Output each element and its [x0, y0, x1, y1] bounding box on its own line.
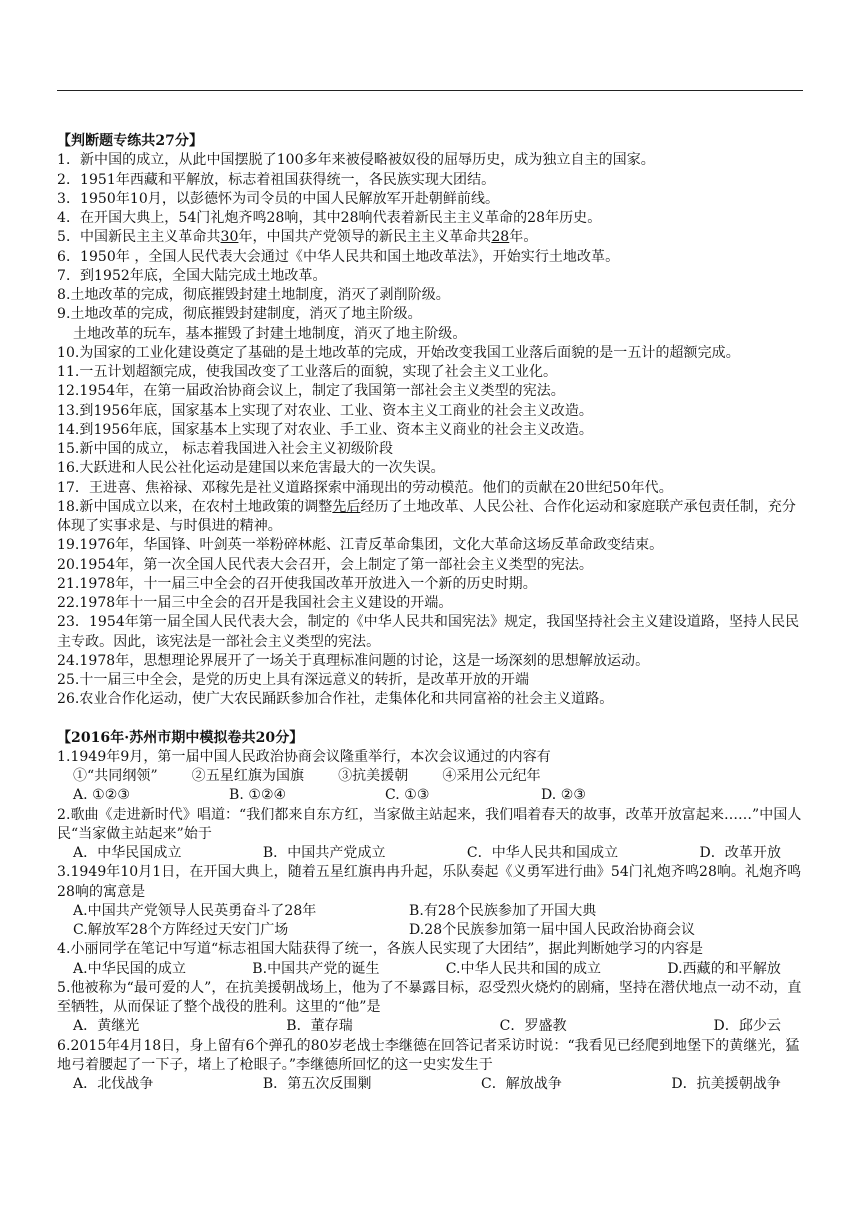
statement-23: 23．1954年第一届全国人民代表大会，制定的《中华人民共和国宪法》规定，我国坚持社会主义建设道路，坚持人民民主专政。因此，该宪法是一部社会主义类型的宪法。 [57, 614, 800, 650]
question-6-stem: 6.2015年4月18日，身上留有6个弹孔的80岁老战士李继德在回答记者采访时说：“我看见已经爬到地堡下的黄继光，猛地弓着腰起了一下子，堵上了枪眼子。”李继德所回忆的这一史实发生于 [57, 1037, 800, 1073]
option-b[interactable]: B．第五次反围剿 [262, 1076, 372, 1092]
statement-22: 22.1978年十一届三中全会的召开是我国社会主义建设的开端。 [57, 595, 453, 611]
question-4-stem: 4.小丽同学在笔记中写道“标志祖国大陆获得了统一，各族人民实现了大团结”，据此判断她学习的内容是 [57, 941, 704, 958]
question-2-stem: 2.歌曲《走进新时代》唱道：“我们都来自东方红，当家做主站起来，我们唱着春天的故事，改革开放富起来……”中国人民“当家做主站起来”始于 [57, 806, 802, 842]
question-1-items [57, 767, 805, 786]
option-a[interactable]: A.中国共产党领导人民英勇奋斗了28年 [73, 902, 317, 919]
statement-12: 12.1954年，在第一届政治协商会议上，制定了我国第一部社会主义类型的宪法。 [57, 383, 565, 400]
item: ④采用公元纪年 [442, 768, 541, 784]
statement-18-part: 经历了土地改革、人民公社、合作化运动和家庭联产承包责任制，充分体现了实事求是、与时俱进的精神。 [57, 498, 796, 534]
option-c[interactable]: C.中华人民共和国的成立 [445, 960, 602, 977]
statement-5-part: 5．中国新民主主义革命共 [57, 229, 221, 246]
option-d[interactable]: D.西藏的和平解放 [667, 960, 781, 977]
statement-15: 15.新中国的成立， 标志着我国进入社会主义初级阶段 [57, 441, 394, 457]
question-5-options [57, 1017, 805, 1036]
statement-19: 19.1976年，华国锋、叶剑英一举粉碎林彪、江青反革命集团，文化大革命这场反革命政变结束。 [57, 537, 664, 554]
question-6-options [57, 1075, 805, 1094]
statement-17: 17．王进喜、焦裕禄、邓稼先是社义道路探索中涌现出的劳动模范。他们的贡献在20世纪50年代。 [57, 479, 673, 496]
statement-5 [57, 228, 805, 247]
question-3-options [57, 902, 805, 941]
option-b[interactable]: B．中国共产党成立 [262, 845, 386, 861]
option-d[interactable]: D. ②③ [541, 787, 586, 804]
statement-2: 2．1951年西藏和平解放，标志着祖国获得统一，各民族实现大团结。 [57, 171, 496, 188]
question-5-stem: 5.他被称为“最可爱的人”，在抗美援朝战场上，他为了不暴露目标，忍受烈火烧灼的剧痛，坚持在潜伏地点一动不动，直至牺牲，从而保证了整个战役的胜利。这里的“他”是 [57, 979, 802, 1015]
section-title: 【2016年·苏州市期中模拟卷共20分】 [57, 729, 304, 746]
option-a[interactable]: A.中华民国的成立 [73, 960, 187, 977]
statement-6: 6．1950年 ，全国人民代表大会通过《中华人民共和国土地改革法》，开始实行土地改革。 [57, 248, 620, 265]
statement-9-note: 土地改革的玩车，基本摧毁了封建土地制度，消灭了地主阶级。 [73, 325, 467, 342]
statement-26: 26.农业合作化运动，使广大农民踊跃参加合作社，走集体化和共同富裕的社会主义道路。 [57, 691, 614, 708]
option-c[interactable]: C.解放军28个方阵经过天安门广场 [73, 922, 289, 938]
statement-4: 4．在开国大典上，54门礼炮齐鸣28响，其中28响代表着新民主主义革命的28年历史。 [57, 210, 602, 226]
option-b[interactable]: B. ①②④ [229, 787, 287, 804]
statement-21: 21.1978年，十一届三中全会的召开使我国改革开放进入一个新的历史时期。 [57, 575, 537, 592]
statement-24: 24.1978年，思想理论界展开了一场关于真理标准问题的讨论，这是一场深刻的思想解放运动。 [57, 652, 650, 669]
statement-20: 20.1954年，第一次全国人民代表大会召开，会上制定了第一部社会主义类型的宪法。 [57, 556, 593, 573]
section-title: 【判断题专练共27分】 [57, 133, 204, 149]
question-4-options [57, 960, 805, 979]
item: ②五星红旗为国旗 [191, 768, 305, 784]
option-d[interactable]: D.28个民族参加第一届中国人民政治协商会议 [409, 922, 696, 938]
option-d[interactable]: D．抗美援朝战争 [671, 1076, 781, 1092]
statement-3: 3．1950年10月，以彭德怀为司令员的中国人民解放军开赴朝鲜前线。 [57, 190, 500, 207]
option-d[interactable]: D．邱少云 [713, 1018, 781, 1035]
question-2-options [57, 844, 805, 863]
statement-11: 11.一五计划超额完成，使我国改变了工业落后的面貌，实现了社会主义工业化。 [57, 364, 558, 380]
document-body [57, 132, 805, 1094]
option-c[interactable]: C．中华人民共和国成立 [466, 845, 619, 861]
statement-14: 14.到1956年底，国家基本上实现了对农业、手工业、资本主义商业的社会主义改造。 [57, 421, 593, 438]
item: ③抗美援朝 [338, 768, 409, 784]
option-b[interactable]: B．董存瑞 [286, 1018, 353, 1035]
option-a[interactable]: A. ①②③ [73, 787, 130, 804]
header-rule [57, 90, 803, 91]
question-1-options [57, 786, 805, 805]
statement-25: 25.十一届三中全会，是党的历史上具有深远意义的转折，是改革开放的开端 [57, 672, 530, 688]
statement-10: 10.为国家的工业化建设奠定了基础的是土地改革的完成，开始改变我国工业落后面貌的是一五计的超额完成。 [57, 344, 740, 361]
underlined-number: 28 [491, 229, 510, 246]
option-c[interactable]: C．罗盛教 [499, 1018, 567, 1035]
statement-8: 8.土地改革的完成，彻底摧毁封建土地制度，消灭了剥削阶级。 [57, 287, 450, 303]
item: ①“共同纲领” [73, 768, 158, 784]
option-c[interactable]: C．解放战争 [480, 1076, 562, 1092]
option-b[interactable]: B.有28个民族参加了开国大典 [409, 902, 597, 919]
option-b[interactable]: B.中国共产党的诞生 [252, 960, 380, 977]
statement-13: 13.到1956年底，国家基本上实现了对农业、工业、资本主义工商业的社会主义改造。 [57, 402, 593, 419]
underlined-number: 30 [220, 229, 239, 246]
statement-16: 16.大跃进和人民公社化运动是建国以来危害最大的一次失误。 [57, 460, 445, 477]
statement-18 [57, 498, 805, 537]
option-a[interactable]: A．北伐战争 [73, 1076, 154, 1092]
underlined-word: 先后 [332, 498, 361, 515]
statement-18-part: 18.新中国成立以来，在农村土地政策的调整 [57, 498, 333, 515]
option-d[interactable]: D．改革开放 [699, 845, 781, 861]
option-a[interactable]: A．黄继光 [73, 1018, 140, 1035]
statement-5-part: 年。 [509, 229, 538, 246]
statement-1: 1．新中国的成立，从此中国摆脱了100多年来被侵略被奴役的屈辱历史，成为独立自主的国家。 [57, 152, 655, 169]
option-a[interactable]: A．中华民国成立 [73, 845, 182, 861]
statement-9: 9.土地改革的完成，彻底摧毁封建制度，消灭了地主阶级。 [57, 306, 422, 323]
statement-5-part: 年，中国共产党领导的新民主主义革命共 [238, 229, 492, 246]
option-c[interactable]: C. ①③ [385, 787, 430, 804]
statement-7: 7．到1952年底，全国大陆完成土地改革。 [57, 267, 327, 284]
question-1-stem: 1.1949年9月，第一届中国人民政治协商会议隆重举行，本次会议通过的内容有 [57, 748, 551, 765]
question-3-stem: 3.1949年10月1日，在开国大典上，随着五星红旗冉冉升起，乐队奏起《义勇军进行曲》54门礼炮齐鸣28响。礼炮齐鸣28响的寓意是 [57, 864, 802, 900]
